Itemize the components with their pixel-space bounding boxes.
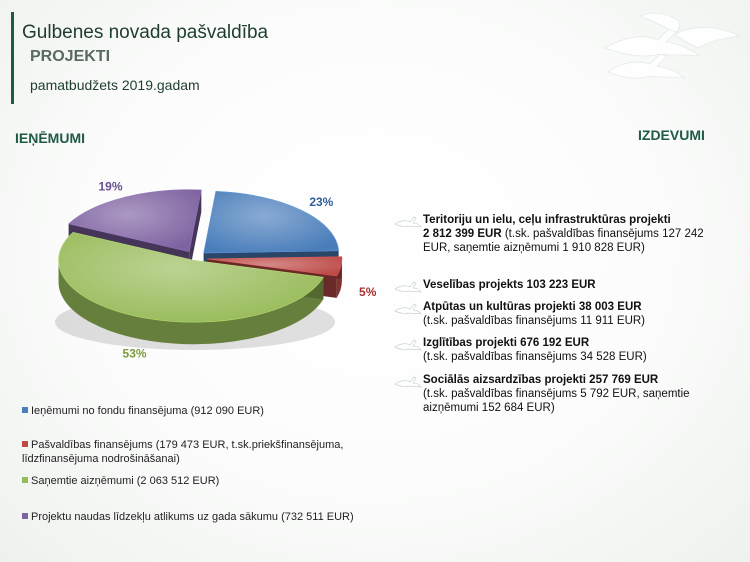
page-title: Gulbenes novada pašvaldība: [22, 22, 269, 43]
legend-item-atlikums: [22, 510, 382, 524]
legend-item-aiznemumi: [22, 474, 382, 488]
project-izglitibas: [390, 336, 720, 364]
legend-label: Pašvaldības finansējums (179 473 EUR, t.sk.priekšfinansējuma,: [31, 439, 344, 451]
pie-data-label-1: 5%: [359, 284, 377, 299]
project-note: (t.sk. pašvaldības finansējums 11 911 EUR): [423, 315, 646, 327]
project-note: (t.sk. pašvaldības finansējums 127 242 EUR, saņemtie aizņēmumi 1 910 828 EUR): [423, 228, 704, 254]
project-teritoriju: [390, 213, 720, 255]
project-title: Veselības projekts 103 223 EUR: [423, 279, 596, 291]
legend-swatch-red: [22, 441, 28, 447]
legend-item-pasvaldibas: [22, 438, 382, 466]
pie-data-label-3: 19%: [98, 179, 123, 194]
legend-swatch-green: [22, 477, 28, 483]
income-pie-chart: [30, 170, 377, 370]
legend-label-cont: līdzfinansējuma nodrošināšanai): [22, 453, 180, 465]
header-accent-bar: [11, 12, 14, 104]
project-veselibas: [390, 278, 720, 292]
project-title: Atpūtas un kultūras projekti 38 003 EUR: [423, 301, 642, 313]
project-atputas: [390, 300, 720, 328]
project-title: Teritoriju un ielu, ceļu infrastruktūras projekti: [423, 214, 671, 226]
project-note: (t.sk. pašvaldības finansējums 5 792 EUR, saņemtie aizņēmumi 152 684 EUR): [423, 388, 690, 414]
legend-swatch-purple: [22, 513, 28, 519]
project-socialas: [390, 373, 720, 415]
swan-bullet-icon: [394, 215, 422, 229]
expenses-heading: IZDEVUMI: [638, 127, 705, 143]
pie-data-label-0: 23%: [309, 194, 334, 209]
swan-bullet-icon: [394, 375, 422, 389]
project-note: (t.sk. pašvaldības finansējums 34 528 EUR): [423, 351, 647, 363]
project-title: Sociālās aizsardzības projekti 257 769 EUR: [423, 374, 659, 386]
page-subtitle: PROJEKTI: [30, 48, 111, 65]
swans-logo: [600, 6, 745, 86]
swan-bullet-icon: [394, 338, 422, 352]
pie-data-label-2: 53%: [122, 346, 147, 361]
budget-label: pamatbudžets 2019.gadam: [30, 77, 200, 93]
legend-label: Saņemtie aizņēmumi (2 063 512 EUR): [31, 475, 220, 487]
legend-swatch-blue: [22, 407, 28, 413]
income-heading: IEŅĒMUMI: [15, 130, 85, 146]
project-amount: 2 812 399 EUR: [423, 228, 502, 240]
swan-bullet-icon: [394, 302, 422, 316]
project-title: Izglītības projekti 676 192 EUR: [423, 337, 590, 349]
legend-item-fondu: [22, 404, 382, 418]
legend-label: Projektu naudas līdzekļu atlikums uz gada sākumu (732 511 EUR): [31, 511, 354, 523]
swan-bullet-icon: [394, 280, 422, 294]
legend-label: Ieņēmumi no fondu finansējuma (912 090 EUR): [31, 405, 264, 417]
